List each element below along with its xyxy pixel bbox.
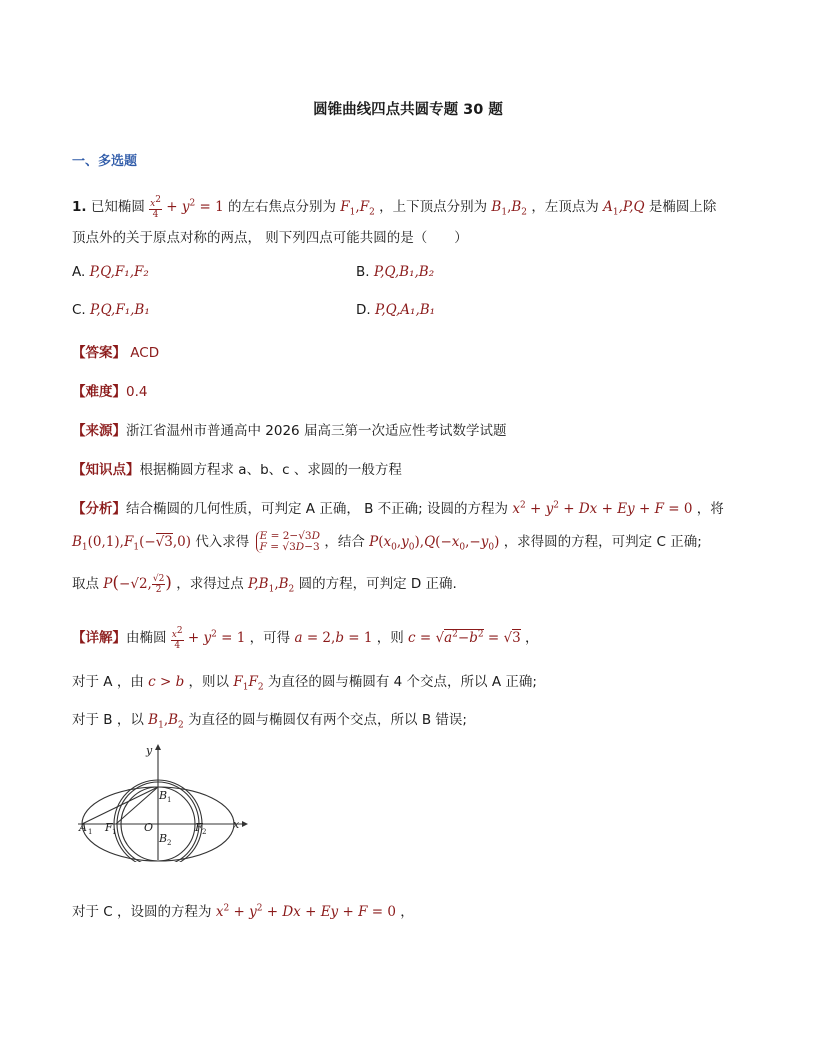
- answer-row: 【答案】 ACD: [72, 345, 160, 361]
- svg-text:2: 2: [167, 839, 172, 847]
- label-a1: A: [79, 821, 87, 834]
- answer-value: ACD: [130, 345, 160, 361]
- label-y: y: [146, 744, 153, 757]
- analysis-line3: 取点 P(−√2, $\frac{√2}{2}$ ) ，求得过点 $P,B_1,B_2$ 圆的方程，可判定 D 正确.: [72, 573, 457, 595]
- x-axis-arrow: [242, 821, 248, 827]
- svg-text:2: 2: [202, 828, 207, 836]
- segment-a1-b1: [82, 787, 158, 824]
- question-stem-line2: 顶点外的关于原点对称的两点， 则下列四点可能共圆的是（ ）: [72, 230, 468, 246]
- detail-line3: 对于 B ，以 $B_1,B_2$ 为直径的圆与椭圆仅有两个交点，所以 B 错误;: [72, 712, 467, 731]
- ellipse-circle-figure: [76, 742, 256, 862]
- source-row: 【来源】浙江省温州市普通高中 2026 届高三第一次适应性考试数学试题: [72, 423, 507, 439]
- svg-text:1: 1: [88, 828, 93, 836]
- option-b[interactable]: B. P,Q,B₁,B₂: [356, 264, 435, 280]
- label-o: O: [144, 821, 154, 834]
- question-stem-line1: 1. 已知椭圆 $\frac{x^2}{4}$ + $y^2 = 1$ 的左右焦点分别为 $F_1,F_2$ ，上下顶点分别为 $B_1,B_2$ ，左顶点为 $A_1,P,Q$ 是椭圆上除: [72, 195, 717, 220]
- detail-line2: 对于 A ，由 c > b ，则以 $F_1F_2$ 为直径的圆与椭圆有 4 个交点，所以 A 正确;: [72, 674, 537, 693]
- label-f2: F: [195, 821, 203, 834]
- y-axis-arrow: [155, 744, 161, 750]
- analysis-line1: 【分析】结合椭圆的几何性质，可判定 A 正确， B 不正确; 设圆的方程为 $x^2 + y^2 + Dx + Ey + F = 0$ ，将: [72, 500, 724, 517]
- label-b1: B: [159, 789, 168, 802]
- detail-line4: 对于 C ，设圆的方程为 $x^2 + y^2 + Dx + Ey + F = 0$ ，: [72, 903, 414, 920]
- difficulty-row: 【难度】0.4: [72, 384, 148, 400]
- knowledge-row: 【知识点】根据椭圆方程求 a、b、c 、求圆的一般方程: [72, 462, 402, 478]
- page-title: 圆锥曲线四点共圆专题 30 题: [313, 102, 503, 118]
- detail-line1: 【详解】由椭圆 $\frac{x^2}{4}$ + $y^2 = 1$ ，可得 a = 2,b = 1 ，则 $c = √a^2-b^2 = √3$ ，: [72, 626, 539, 651]
- svg-text:1: 1: [167, 796, 172, 804]
- label-f1: F: [105, 821, 113, 834]
- segment-f1-b1: [116, 787, 158, 824]
- option-d[interactable]: D. P,Q,A₁,B₁: [356, 302, 436, 318]
- label-x: x: [233, 818, 240, 831]
- question-number: 1.: [72, 199, 87, 215]
- svg-text:1: 1: [112, 828, 117, 836]
- analysis-line2: $B_1(0,1),F_1(-√3,0)$ 代入求得 E = 2−√3D F = √3D−3 ，结合 $P(x_0,y_0),Q(-x_0,-y_0)$ ，求得圆的方程，可判定 C 正确;: [72, 530, 702, 553]
- option-a[interactable]: A. P,Q,F₁,F₂: [72, 264, 149, 280]
- label-b2: B: [159, 832, 168, 845]
- option-c[interactable]: C. P,Q,F₁,B₁: [72, 302, 150, 318]
- section-heading: 一、多选题: [72, 154, 138, 169]
